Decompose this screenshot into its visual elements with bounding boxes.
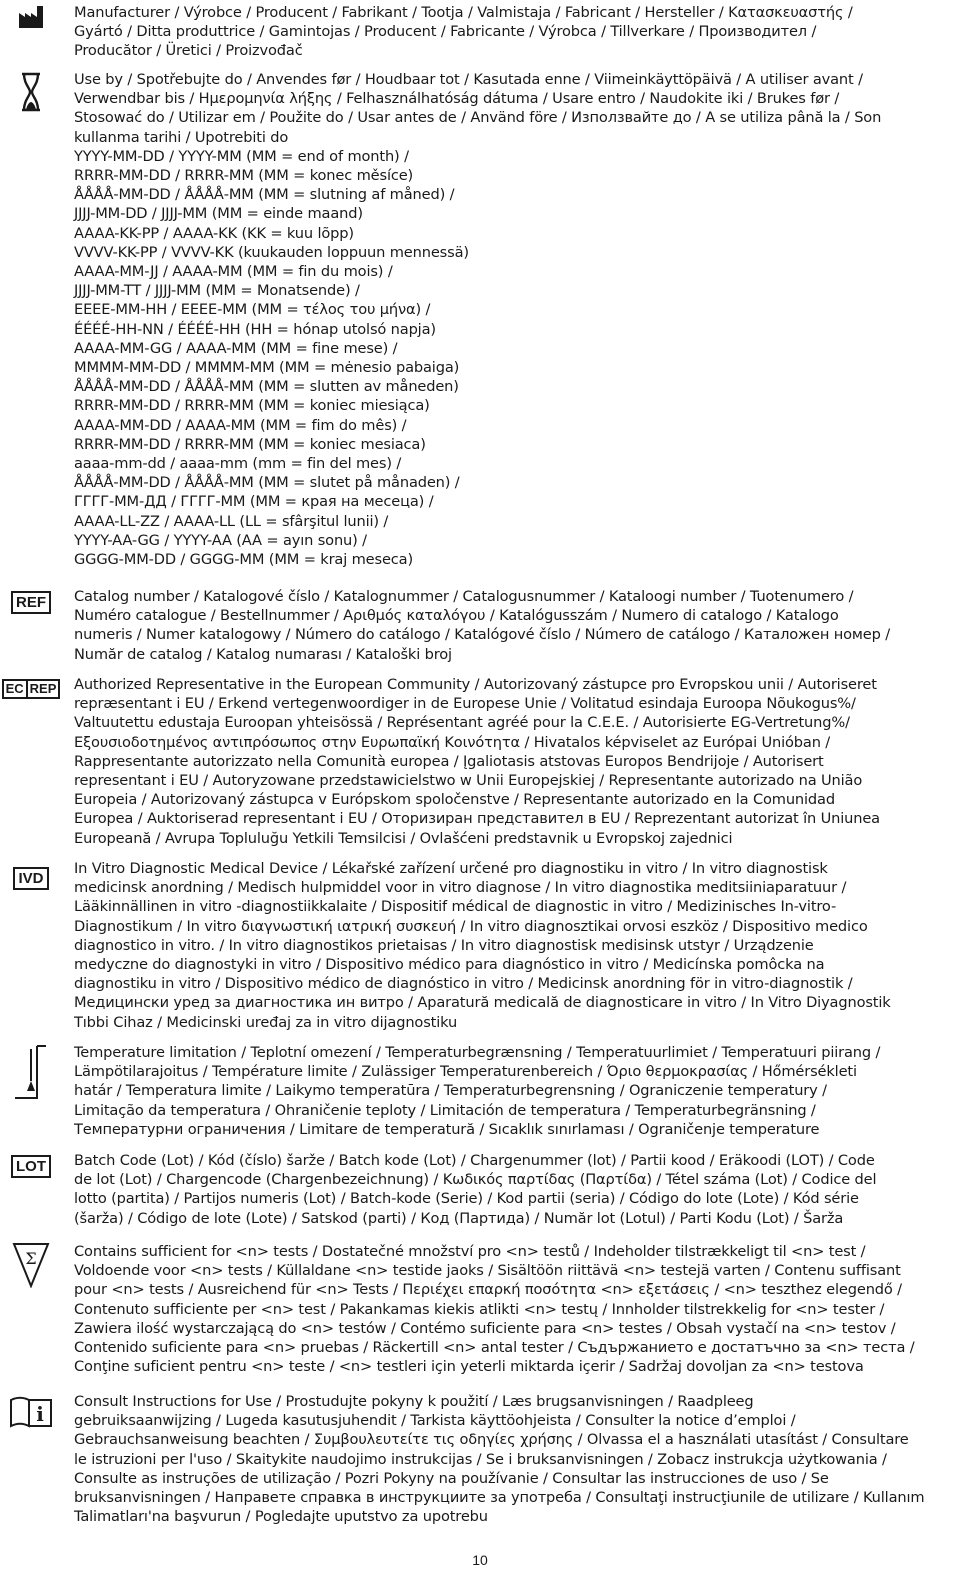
text-line: Europea / Auktoriserad representant i EU / Оторизиран представител в EU / Reprezentant autorizat în Uniunea bbox=[74, 810, 880, 828]
text-line: Gebrauchsanweisung beachten / Συμβουλευτείτε τις οδηγίες χρήσης / Olvassa el a használati utasítást / Consultare bbox=[74, 1431, 909, 1449]
text-line: Contains sufficient for <n> tests / Dostatečné množství pro <n> testů / Indeholder tilstrækkeligt til <n> test / bbox=[74, 1243, 866, 1260]
text-line: gebruiksaanwijzing / Lugeda kasutusjuhendit / Tarkista käyttöohjeista / Consulter la notice d’emploi / bbox=[74, 1412, 796, 1430]
text-line: JJJJ-MM-TT / JJJJ-MM (MM = Monatsende) / bbox=[74, 282, 360, 300]
text-line: ÅÅÅÅ-MM-DD / ÅÅÅÅ-MM (MM = slutning af måned) / bbox=[74, 186, 455, 204]
text-line: határ / Temperatura limite / Laikymo temperatūra / Temperaturbegrensning / Ograniczenie temperatury / bbox=[74, 1082, 827, 1100]
ivd-icon bbox=[6, 867, 56, 890]
text-line: Contenido suficiente para <n> pruebas / Räckertill <n> antal tester / Съдържанието е достатъчно за <n> теста / bbox=[74, 1339, 915, 1357]
text-line: Diagnostikum / In vitro διαγνωστική ιατρική συσκευή / In vitro diagnosztikai orvosi eszköz / Dispositivo medico bbox=[74, 917, 868, 935]
text-line: Tıbbi Cihaz / Medicinski uređaj za in vitro dijagnostiku bbox=[74, 1013, 458, 1031]
ivd-text bbox=[74, 859, 946, 1032]
text-line: pour <n> tests / Ausreichend für <n> Tests / Περιέχει επαρκή ποσότητα <n> εξετάσεις / <n> teszthez elegendő / bbox=[74, 1281, 902, 1299]
rep-label: REP bbox=[26, 681, 59, 697]
text-line: Rappresentante autorizzato nella Comunità europea / Įgaliotasis atstovas Europos Bendrijoje / Autorisert bbox=[74, 752, 824, 770]
text-line: YYYY-MM-DD / YYYY-MM (MM = end of month) / bbox=[74, 147, 409, 165]
text-line: Stosować do / Utilizar em / Použite do / Usar antes de / Använd före / Използвайте до / A se utiliza până la / Son bbox=[74, 109, 882, 127]
text-line: bruksanvisningen / Направете справка в инструкциите за употреба / Consultaţi instrucţiunile de utilizare / Kullanım bbox=[74, 1489, 925, 1507]
text-line: Use by / Spotřebujte do / Anvendes før / Houdbaar tot / Kasutada enne / Viimeinkäyttöpäivä / A utiliser avant / bbox=[74, 71, 863, 88]
text-line: JJJJ-MM-DD / JJJJ-MM (MM = einde maand) bbox=[74, 205, 363, 223]
temperature-text bbox=[74, 1043, 946, 1139]
text-line: RRRR-MM-DD / RRRR-MM (MM = koniec miesiąca) bbox=[74, 397, 430, 415]
text-line: Manufacturer / Výrobce / Producent / Fabrikant / Tootja / Valmistaja / Fabricant / Hersteller / Κατασκευαστής / bbox=[74, 4, 853, 21]
text-line: Εξουσιοδοτημένος αντιπρόσωπος στην Ευρωπαϊκή Κοινότητα / Hivatalos képviselet az Európai Unióban / bbox=[74, 733, 831, 751]
factory-icon bbox=[6, 5, 56, 29]
text-line: Numéro catalogue / Bestellnummer / Αριθμός καταλόγου / Katalógusszám / Numero di catalogo / Katalogo bbox=[74, 607, 839, 625]
text-line: Lämpötilarajoitus / Température limite / Zulässiger Temperaturenbereich / Όριο θερμοκρασίας / Hőmérsékleti bbox=[74, 1063, 857, 1081]
text-line: Talimatları'na başvurun / Pogledajte uputstvo za upotrebu bbox=[74, 1508, 488, 1526]
text-line: Europeană / Avrupa Topluluğu Yetkili Temsilcisi / Ovlašćeni predstavnik u Evropskoj zajednici bbox=[74, 829, 733, 847]
text-line: Catalog number / Katalogové číslo / Katalognummer / Catalogusnummer / Kataloogi number / Tuotenumero / bbox=[74, 588, 854, 605]
text-line: Gyártó / Ditta produttrice / Gamintojas / Producent / Fabricante / Výrobca / Tillverkare / Производител / bbox=[74, 23, 817, 41]
sigma-text bbox=[74, 1242, 946, 1376]
text-line: diagnostiku in vitro / Dispositivo médico de diagnóstico in vitro / Medicinsk anordning för in vitro-diagnostik / bbox=[74, 975, 853, 993]
text-line: Voldoende voor <n> tests / Küllaldane <n> testide jaoks / Sisältöön riittävä <n> testejä varten / Contenu suffisant bbox=[74, 1262, 901, 1280]
page-number: 10 bbox=[472, 1552, 488, 1568]
text-line: Consulte as instruções de utilização / Pozri Pokyny na používanie / Consultar las instrucciones de uso / Se bbox=[74, 1469, 829, 1487]
text-line: VVVV-KK-PP / VVVV-KK (kuukauden loppuun mennessä) bbox=[74, 243, 469, 261]
ref-label: REF bbox=[11, 591, 51, 614]
text-line: representant i EU / Autoryzowane przedstawicielstwo w Unii Europejskiej / Representante autorizado na União bbox=[74, 772, 863, 790]
text-line: AAAA-LL-ZZ / AAAA-LL (LL = sfârşitul lunii) / bbox=[74, 512, 389, 530]
text-line: AAAA-MM-GG / AAAA-MM (MM = fine mese) / bbox=[74, 339, 398, 357]
text-line: AAAA-KK-PP / AAAA-KK (KK = kuu lõpp) bbox=[74, 224, 354, 242]
text-line: Zawiera ilość wystarczającą do <n> testów / Contémo suficiente para <n> testes / Obsah vystačí na <n> testov / bbox=[74, 1319, 896, 1337]
text-line: ÉÉÉÉ-HH-NN / ÉÉÉÉ-HH (HH = hónap utolsó napja) bbox=[74, 320, 436, 338]
text-line: In Vitro Diagnostic Medical Device / Lékařské zařízení určené pro diagnostiku in vitro / In vitro diagnostisk bbox=[74, 860, 828, 877]
text-line: Conţine suficient pentru <n> teste / <n> testleri için yeterli miktarda içerir / Sadržaj dovoljan za <n> testova bbox=[74, 1358, 864, 1376]
text-line: ГГГГ-ММ-ДД / ГГГГ-ММ (ММ = края на месеца) / bbox=[74, 493, 434, 511]
text-line: EEEE-MM-HH / EEEE-MM (MM = τέλος του μήνα) / bbox=[74, 301, 431, 319]
lot-icon bbox=[6, 1155, 56, 1178]
text-line: Limitação da temperatura / Ohraničenie teploty / Limitación de temperatura / Temperaturbegränsning / bbox=[74, 1101, 816, 1119]
text-line: Verwendbar bis / Ημερομηνία λήξης / Felhasználhatóság dátuma / Usare entro / Naudokite iki / Brukes før / bbox=[74, 90, 840, 108]
lot-label: LOT bbox=[11, 1155, 51, 1178]
ec-rep-text bbox=[74, 675, 946, 848]
text-line: (šarža) / Código de lote (Lote) / Satskod (parti) / Код (Партида) / Număr lot (Lotul) / Parti Kodu (Lot) / Šarža bbox=[74, 1209, 844, 1227]
ivd-label: IVD bbox=[13, 867, 48, 890]
text-line: YYYY-AA-GG / YYYY-AA (AA = ayın sonu) / bbox=[74, 531, 367, 549]
text-line: medyczne do diagnostyki in vitro / Dispositivo médico para diagnóstico in vitro / Medicínska pomôcka na bbox=[74, 956, 825, 974]
text-line: MMMM-MM-DD / MMMM-MM (MM = mėnesio pabaiga) bbox=[74, 359, 460, 377]
ref-text bbox=[74, 587, 946, 664]
text-line: Authorized Representative in the European Community / Autorizovaný zástupce pro Evropskou unii / Autoriseret bbox=[74, 676, 877, 693]
instructions-icon bbox=[6, 1396, 56, 1428]
text-line: diagnostico in vitro. / In vitro diagnostikos prietaisas / In vitro diagnostisk medisinsk utstyr / Urządzenie bbox=[74, 936, 814, 954]
text-line: aaaa-mm-dd / aaaa-mm (mm = fin del mes) / bbox=[74, 455, 402, 473]
text-line: Temperature limitation / Teplotní omezení / Temperaturbegrænsning / Temperatuurlimiet / Temperatuuri piirang / bbox=[74, 1044, 881, 1061]
ec-rep-icon bbox=[6, 679, 56, 699]
manufacturer-text bbox=[74, 3, 946, 61]
text-line: AAAA-MM-JJ / AAAA-MM (MM = fin du mois) / bbox=[74, 263, 393, 281]
text-line: Batch Code (Lot) / Kód (číslo) šarže / Batch kode (Lot) / Chargenummer (lot) / Partii kood / Eräkoodi (LOT) / Code bbox=[74, 1152, 875, 1169]
instructions-text bbox=[74, 1392, 946, 1526]
text-line: de lot (Lot) / Chargencode (Chargenbezeichnung) / Κωδικός παρτίδας (Παρτίδα) / Tétel száma (Lot) / Codice del bbox=[74, 1171, 877, 1189]
text-line: RRRR-MM-DD / RRRR-MM (MM = konec měsíce) bbox=[74, 167, 414, 185]
text-line: Lääkinnällinen in vitro -diagnostiikkalaite / Dispositif médical de diagnostic in vitro / Medizinisches In-vitro- bbox=[74, 898, 837, 916]
text-line: kullanma tarihi / Upotrebiti do bbox=[74, 128, 289, 146]
text-line: AAAA-MM-DD / AAAA-MM (MM = fim do mês) / bbox=[74, 416, 407, 434]
text-line: RRRR-MM-DD / RRRR-MM (MM = koniec mesiaca) bbox=[74, 435, 426, 453]
use-by-text bbox=[74, 70, 946, 569]
text-line: ÅÅÅÅ-MM-DD / ÅÅÅÅ-MM (MM = slutten av måneden) bbox=[74, 378, 459, 396]
lot-text bbox=[74, 1151, 946, 1228]
text-line: Consult Instructions for Use / Prostudujte pokyny k použití / Læs brugsanvisningen / Raadpleeg bbox=[74, 1393, 754, 1410]
text-line: le istruzioni per l'uso / Skaitykite naudojimo instrukcijas / Se i bruksanvisningen / Zobacz instrukcja użytkowania / bbox=[74, 1450, 887, 1468]
text-line: Медицински уред за диагностика ин витро / Aparatură medicală de diagnosticare in vitro / In Vitro Diyagnostik bbox=[74, 994, 891, 1012]
sigma-label: Σ bbox=[25, 1249, 37, 1268]
text-line: Producător / Üretici / Proizvođač bbox=[74, 42, 303, 60]
text-line: Valtuutettu edustaja Euroopan yhteisössä / Représentant agréé pour la C.E.E. / Autorisierte EG-Vertretung%/ bbox=[74, 714, 850, 732]
hourglass-icon bbox=[6, 72, 56, 112]
thermometer-icon bbox=[6, 1043, 56, 1101]
text-line: medicinsk anordning / Medisch hulpmiddel voor in vitro diagnose / In vitro diagnostika meditsiiniaparatuur / bbox=[74, 879, 847, 897]
sigma-icon bbox=[6, 1242, 56, 1288]
text-line: repræsentant i EU / Erkend vertegenwoordiger in de Europese Unie / Volitatud esindaja Euroopa Nõukogus%/ bbox=[74, 695, 856, 713]
text-line: ÅÅÅÅ-MM-DD / ÅÅÅÅ-MM (MM = slutet på månaden) / bbox=[74, 474, 460, 492]
text-line: Contenuto sufficiente per <n> test / Pakankamas kiekis atlikti <n> testų / Innholder tilstrekkelig for <n> tester / bbox=[74, 1300, 885, 1318]
info-i-label: i bbox=[36, 1402, 44, 1426]
text-line: Температурни ограничения / Limitare de temperatură / Sıcaklık sınırlaması / Ograničenje temperature bbox=[74, 1120, 820, 1138]
ref-icon bbox=[6, 591, 56, 614]
ec-label: EC bbox=[5, 681, 24, 696]
text-line: Europeia / Autorizovaný zástupca v Európskom spoločenstve / Representante autorizado en la Comunidad bbox=[74, 791, 835, 809]
text-line: lotto (partita) / Partijos numeris (Lot) / Batch-kode (Serie) / Kod partii (seria) / Código do lote (Lote) / Kód série bbox=[74, 1190, 859, 1208]
text-line: GGGG-MM-DD / GGGG-MM (MM = kraj meseca) bbox=[74, 551, 413, 569]
text-line: Număr de catalog / Katalog numarası / Kataloški broj bbox=[74, 645, 452, 663]
text-line: numeris / Numer katalogowy / Número do catálogo / Katalógové číslo / Número de catálogo / Каталожен номер / bbox=[74, 626, 890, 644]
